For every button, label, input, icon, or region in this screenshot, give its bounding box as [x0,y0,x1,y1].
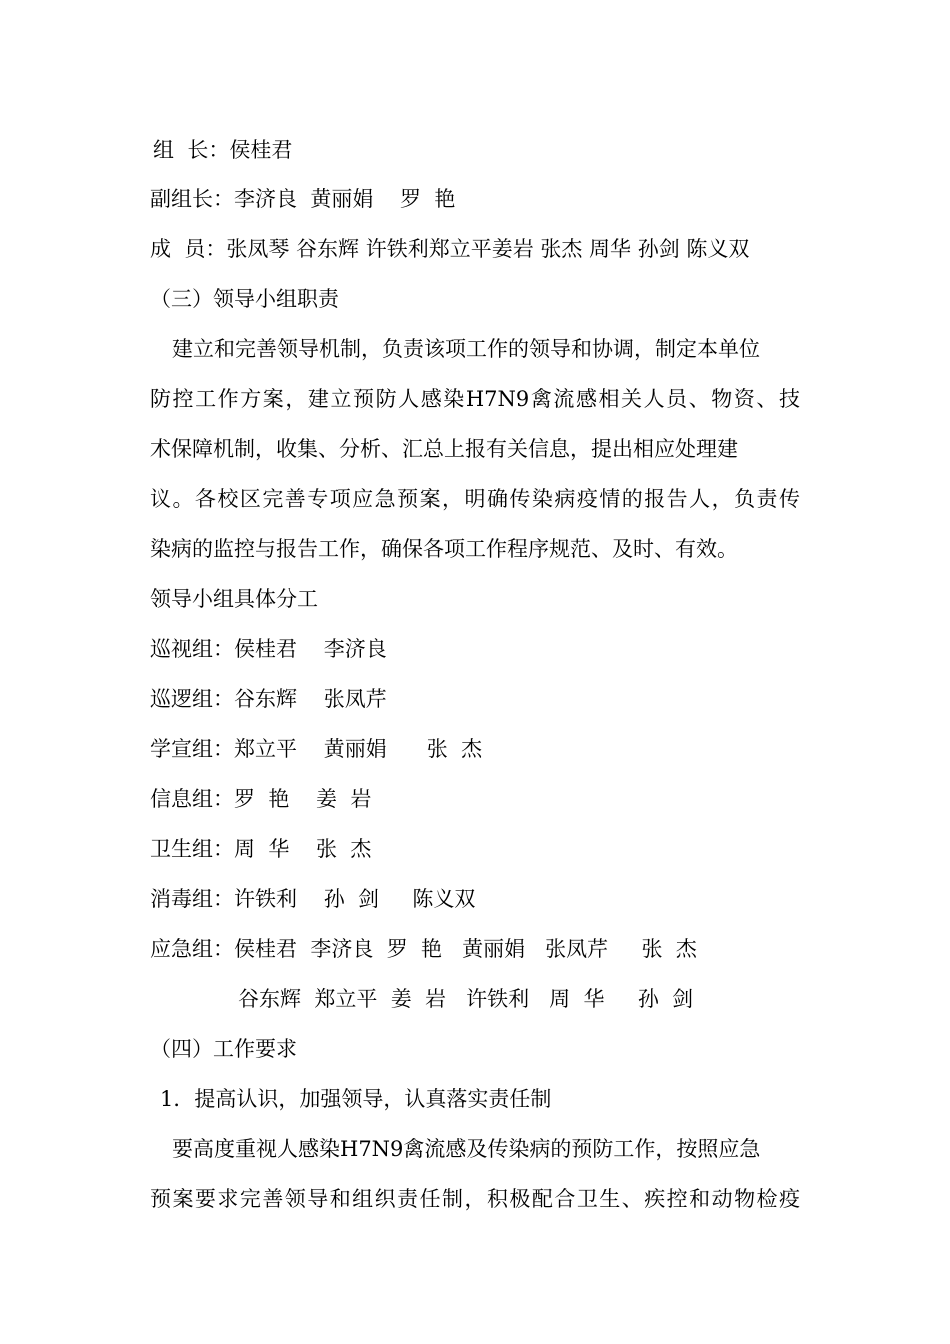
members-line: 成 员：张凤琴 谷东辉 许铁利郑立平姜岩 张杰 周华 孙剑 陈义双 [150,237,750,261]
paragraph-line: 术保障机制，收集、分析、汇总上报有关信息，提出相应处理建 [150,437,738,461]
paragraph-line: 预案要求完善领导和组织责任制，积极配合卫生、疾控和动物检疫 [150,1187,800,1211]
section-heading-three: （三）领导小组职责 [150,287,339,311]
deputy-leader-line: 副组长：李济良 黄丽娟 罗 艳 [150,187,456,211]
information-group-line: 信息组：罗 艳 姜 岩 [150,787,372,811]
paragraph-line: 建立和完善领导机制，负责该项工作的领导和协调，制定本单位 [172,337,760,361]
disinfection-group-line: 消毒组：许铁利 孙 剑 陈义双 [150,887,476,911]
hygiene-group-line: 卫生组：周 华 张 杰 [150,837,372,861]
patrol-view-group-line: 巡视组：侯桂君 李济良 [150,637,387,661]
division-heading: 领导小组具体分工 [150,587,318,611]
publicity-group-line: 学宣组：郑立平 黄丽娟 张 杰 [150,737,483,761]
paragraph-line: 染病的监控与报告工作，确保各项工作程序规范、及时、有效。 [150,537,738,561]
emergency-group-line: 应急组：侯桂君 李济良 罗 艳 黄丽娟 张凤芹 张 杰 [150,937,697,961]
group-leader-line: 组 长：侯桂君 [153,138,293,162]
section-heading-four: （四）工作要求 [150,1037,297,1061]
emergency-group-line-continued: 谷东辉 郑立平 姜 岩 许铁利 周 华 孙 剑 [238,987,694,1011]
patrol-group-line: 巡逻组：谷东辉 张凤芹 [150,687,387,711]
paragraph-line: 要高度重视人感染H7N9禽流感及传染病的预防工作，按照应急 [172,1137,761,1161]
paragraph-line: 防控工作方案，建立预防人感染H7N9禽流感相关人员、物资、技 [150,387,800,411]
requirement-item-one: 1．提高认识，加强领导，认真落实责任制 [160,1087,552,1111]
paragraph-line: 议。各校区完善专项应急预案，明确传染病疫情的报告人，负责传 [150,487,800,511]
